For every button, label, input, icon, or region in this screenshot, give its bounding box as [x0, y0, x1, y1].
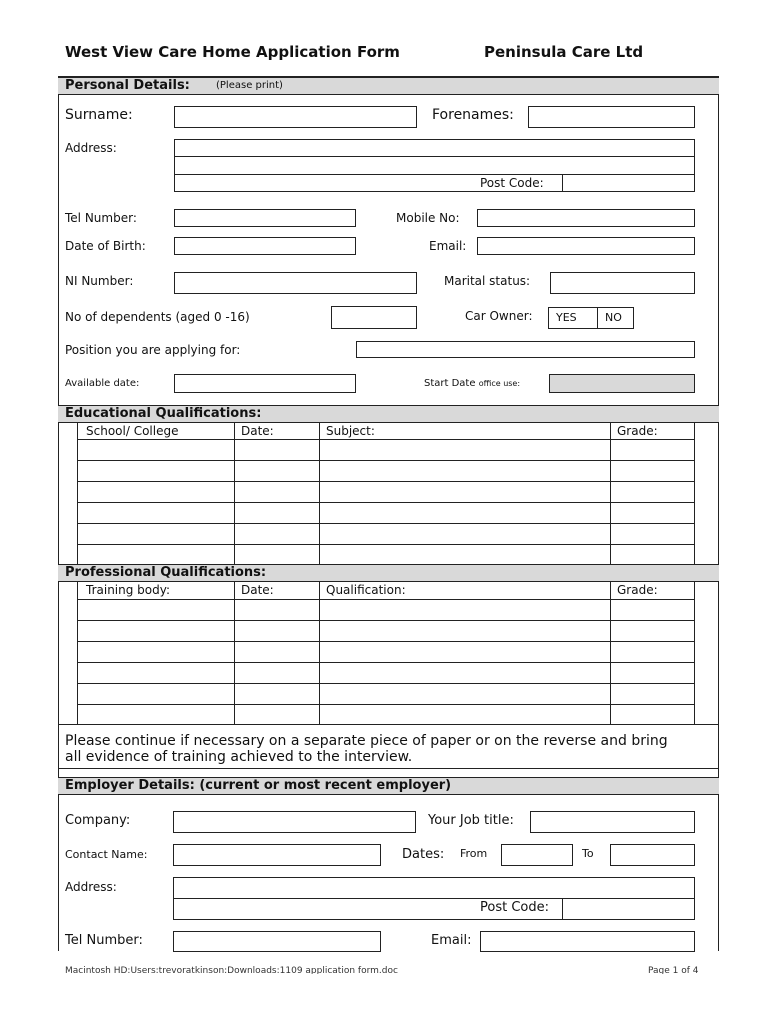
- dependents-input[interactable]: [331, 306, 417, 329]
- education-col-grade: Grade:: [617, 424, 658, 438]
- education-col-school: School/ College: [86, 424, 179, 438]
- marital-status-input[interactable]: [550, 272, 695, 294]
- surname-input[interactable]: [174, 106, 417, 128]
- dates-from-input[interactable]: [501, 844, 573, 866]
- education-col-subject: Subject:: [326, 424, 375, 438]
- table-row-line: [78, 439, 694, 440]
- employer-company-input[interactable]: [173, 811, 416, 833]
- dob-input[interactable]: [174, 237, 356, 255]
- car-owner-no[interactable]: NO: [597, 307, 634, 329]
- professional-header: [58, 564, 719, 582]
- office-use-text: office use:: [478, 379, 521, 388]
- table-row-line: [78, 620, 694, 621]
- dates-from-label: From: [460, 847, 488, 860]
- car-owner-yes[interactable]: YES: [548, 307, 598, 329]
- table-row-line: [78, 523, 694, 524]
- ni-number-input[interactable]: [174, 272, 417, 294]
- company-name: Peninsula Care Ltd: [484, 43, 644, 61]
- education-heading: Educational Qualifications:: [65, 406, 262, 421]
- form-title: West View Care Home Application Form: [65, 43, 400, 61]
- dates-to-label: To: [582, 847, 594, 860]
- personal-details-heading: Personal Details:: [65, 78, 190, 93]
- table-row-line: [78, 662, 694, 663]
- education-header: [58, 405, 719, 423]
- dates-to-input[interactable]: [610, 844, 695, 866]
- contact-name-label: Contact Name:: [65, 848, 148, 861]
- start-date-text: Start Date: [424, 378, 476, 389]
- employer-heading: Employer Details: (current or most recent employer): [65, 778, 452, 793]
- available-date-input[interactable]: [174, 374, 356, 393]
- column-divider: [610, 422, 611, 564]
- forenames-input[interactable]: [528, 106, 695, 128]
- employer-company-label: Company:: [65, 813, 131, 828]
- column-divider: [610, 581, 611, 724]
- column-divider: [234, 422, 235, 564]
- column-divider: [319, 581, 320, 724]
- surname-label: Surname:: [65, 107, 133, 123]
- job-title-input[interactable]: [530, 811, 695, 833]
- education-col-date: Date:: [241, 424, 274, 438]
- footer-page-number: Page 1 of 4: [648, 966, 699, 974]
- start-date-label: [424, 376, 520, 392]
- professional-col-qualification: Qualification:: [326, 583, 406, 597]
- job-title-label: Your Job title:: [428, 813, 514, 828]
- mobile-input[interactable]: [477, 209, 695, 227]
- forenames-label: Forenames:: [432, 107, 514, 123]
- section-divider: [58, 724, 719, 725]
- professional-col-grade: Grade:: [617, 583, 658, 597]
- dependents-label: No of dependents (aged 0 -16): [65, 310, 250, 324]
- table-row-line: [78, 683, 694, 684]
- position-label: Position you are applying for:: [65, 343, 241, 357]
- footer-file-path: Macintosh HD:Users:trevoratkinson:Downloads:1109 application form.doc: [65, 966, 398, 974]
- contact-name-input[interactable]: [173, 844, 381, 866]
- post-code-input[interactable]: [562, 174, 695, 192]
- address-line-divider: [175, 156, 694, 157]
- education-table: [77, 422, 695, 564]
- start-date-office-input: [549, 374, 695, 393]
- employer-email-input[interactable]: [480, 931, 695, 952]
- tel-number-label: Tel Number:: [65, 211, 137, 225]
- marital-status-label: Marital status:: [444, 274, 531, 288]
- dates-label: Dates:: [402, 847, 445, 862]
- table-row-line: [78, 481, 694, 482]
- available-date-label: Available date:: [65, 378, 140, 389]
- professional-col-date: Date:: [241, 583, 274, 597]
- employer-tel-label: Tel Number:: [65, 933, 143, 948]
- table-row-line: [78, 599, 694, 600]
- professional-table: [77, 581, 695, 724]
- column-divider: [319, 422, 320, 564]
- employer-address-label: Address:: [65, 880, 117, 894]
- email-input[interactable]: [477, 237, 695, 255]
- mobile-label: Mobile No:: [396, 211, 460, 225]
- table-row-line: [78, 641, 694, 642]
- table-row-line: [78, 502, 694, 503]
- employer-post-code-label: Post Code:: [480, 900, 549, 915]
- table-row-line: [78, 704, 694, 705]
- table-row-line: [78, 544, 694, 545]
- ni-number-label: NI Number:: [65, 274, 134, 288]
- dob-label: Date of Birth:: [65, 239, 146, 253]
- address-label: Address:: [65, 141, 117, 155]
- car-owner-label: Car Owner:: [465, 309, 533, 323]
- professional-col-body: Training body:: [86, 583, 171, 597]
- post-code-label: Post Code:: [480, 176, 544, 190]
- position-input[interactable]: [356, 341, 695, 358]
- employer-tel-input[interactable]: [173, 931, 381, 952]
- employer-email-label: Email:: [431, 933, 472, 948]
- email-label: Email:: [429, 239, 467, 253]
- personal-details-header: [58, 77, 719, 95]
- professional-heading: Professional Qualifications:: [65, 565, 267, 580]
- section-divider: [58, 768, 719, 769]
- please-print-note: (Please print): [216, 80, 283, 91]
- column-divider: [234, 581, 235, 724]
- employer-post-code-input[interactable]: [562, 898, 695, 920]
- note-line-1: Please continue if necessary on a separate piece of paper or on the reverse and bring: [65, 733, 668, 749]
- employer-header: [58, 777, 719, 795]
- table-row-line: [78, 460, 694, 461]
- tel-number-input[interactable]: [174, 209, 356, 227]
- note-line-2: all evidence of training achieved to the interview.: [65, 749, 413, 765]
